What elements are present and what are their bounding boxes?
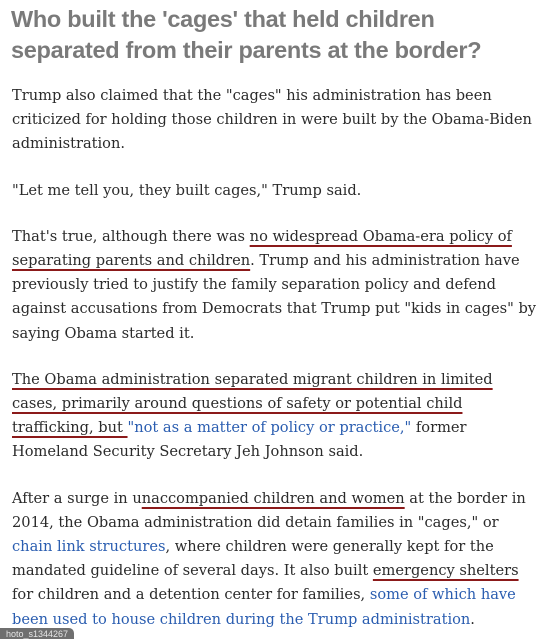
annotated-phrase-obama-separated-children: The Obama administration separated migrant children in limited cases, primarily around questions of safety or potential child trafficking, but xyxy=(12,370,493,437)
photo-id-watermark: hoto_s1344267 xyxy=(0,628,74,639)
link-used-to-house-children[interactable]: some of which have been used to house children during the Trump administration xyxy=(12,586,516,628)
link-not-policy-or-practice[interactable]: "not as a matter of policy or practice," xyxy=(127,419,412,437)
paragraph-5-text-start: After a surge in u xyxy=(12,489,142,507)
annotated-phrase-no-widespread-policy: no widespread Obama-era policy of separating parents and children xyxy=(12,227,512,270)
paragraph-5-text-end: . xyxy=(470,610,475,628)
paragraph-4 xyxy=(12,368,542,465)
article-headline: Who built the 'cages' that held children separated from their parents at the border? xyxy=(11,6,482,63)
annotated-phrase-emergency-shelters: emergency shelters xyxy=(372,562,519,580)
paragraph-3-text-start: That's true, although there was xyxy=(12,227,250,245)
paragraph-4-text-end: former Homeland Security Secretary Jeh Johnson said. xyxy=(12,419,467,461)
paragraph-2: "Let me tell you, they built cages," Trump said. xyxy=(12,181,362,199)
article-body xyxy=(12,84,542,639)
paragraph-3-text-end: . Trump and his administration have previously tried to justify the family separation policy and defend against accusations from Democrats that Trump put "kids in cages" by saying Obama started it. xyxy=(12,252,537,342)
paragraph-3 xyxy=(12,225,542,346)
paragraph-5-text-mid-2: , where children were generally kept for the mandated guideline of several days. It also built xyxy=(12,538,494,580)
paragraph-1: Trump also claimed that the "cages" his administration has been criticized for holding those children in were built by the Obama-Biden administration. xyxy=(12,87,532,153)
annotated-phrase-unaccompanied-children: naccompanied children and women xyxy=(141,489,405,507)
paragraph-5-text-mid-3: for children and a detention center for families, xyxy=(12,586,370,604)
paragraph-5 xyxy=(12,487,542,632)
link-chain-link-structures[interactable]: chain link structures xyxy=(12,538,166,556)
paragraph-5-text-mid: at the border in 2014, the Obama administration did detain families in "cages," or xyxy=(12,489,526,531)
